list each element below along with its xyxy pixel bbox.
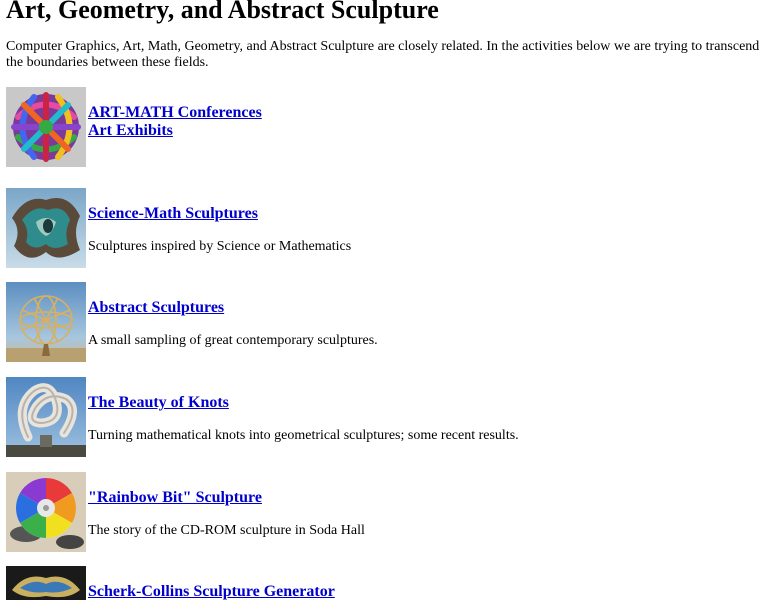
science-math-sculptures-link[interactable]: Science-Math Sculptures: [88, 205, 258, 222]
entry-description: A small sampling of great contemporary sculptures.: [88, 333, 378, 348]
art-math-conferences-link[interactable]: ART-MATH Conferences: [88, 104, 262, 121]
abstract-sculptures-link[interactable]: Abstract Sculptures: [88, 299, 225, 316]
entry-art-math: [6, 87, 766, 167]
wire-ring-sculpture-image[interactable]: [6, 282, 86, 362]
entry-science-math: [6, 188, 766, 268]
entry-title: [88, 299, 224, 317]
colorful-knot-ball-image[interactable]: [6, 87, 86, 167]
beauty-of-knots-link[interactable]: The Beauty of Knots: [88, 394, 229, 411]
entry-abstract: [6, 282, 766, 362]
entry-rainbow-bit: [6, 472, 766, 552]
entry-title: [88, 205, 258, 223]
entry-title: [88, 394, 229, 412]
entry-description: Sculptures inspired by Science or Mathematics: [88, 239, 352, 254]
entry-links: [88, 104, 262, 140]
twisted-teal-sculpture-image[interactable]: [6, 188, 86, 268]
entry-title: [88, 583, 335, 600]
entry-description: Turning mathematical knots into geometrical sculptures; some recent results.: [88, 428, 519, 443]
cd-rom-rainbow-sculpture-image[interactable]: [6, 472, 86, 552]
intro-paragraph: Computer Graphics, Art, Math, Geometry, and Abstract Sculpture are closely related. In the activities below we are trying to transcend the boundaries between these fields.: [6, 39, 760, 70]
entry-description: The story of the CD-ROM sculpture in Soda Hall: [88, 523, 365, 538]
art-exhibits-link[interactable]: Art Exhibits: [88, 122, 173, 139]
page-title: Art, Geometry, and Abstract Sculpture: [6, 0, 439, 24]
entry-title: [88, 489, 262, 507]
scherk-collins-generator-link[interactable]: Scherk-Collins Sculpture Generator: [88, 583, 335, 600]
entry-scherk-collins: [6, 566, 766, 600]
scherk-collins-sculpture-image[interactable]: [6, 566, 86, 600]
entry-knots: [6, 377, 766, 457]
rainbow-bit-sculpture-link[interactable]: "Rainbow Bit" Sculpture: [88, 489, 262, 506]
white-knot-sculpture-image[interactable]: [6, 377, 86, 457]
